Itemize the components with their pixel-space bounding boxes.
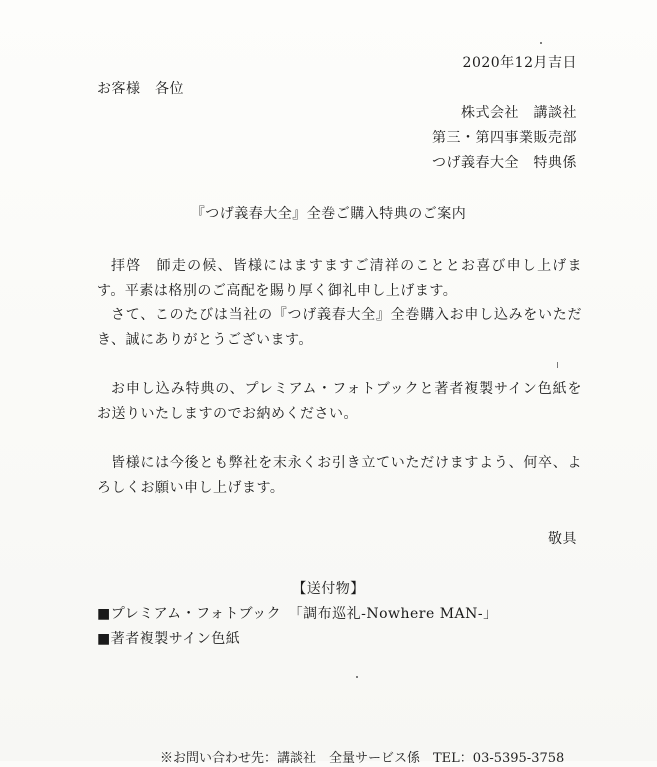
enclosure-item-signed-card: ■著者複製サイン色紙 [97, 631, 241, 647]
sender-section: つげ義春大全 特典係 [432, 155, 577, 171]
letter-recipient: お客様 各位 [97, 81, 184, 97]
enclosures-title: 【送付物】 [292, 581, 365, 597]
paper-speck [540, 42, 542, 44]
enclosure-item-photobook: ■プレミアム・フォトブック 「調布巡礼-Nowhere MAN-」 [97, 606, 498, 622]
letter-closing: 敬具 [548, 531, 577, 547]
body-paragraph-closing-wish: 皆様には今後とも弊社を末永くお引き立ていただけますよう、何卒、よろしくお願い申し上げます。 [97, 455, 582, 496]
body-paragraph-bonus: お申し込み特典の、プレミアム・フォトブックと著者複製サイン色紙をお送りいたしますのでお納めください。 [97, 381, 582, 422]
letter-date: 2020年12月吉日 [462, 55, 577, 71]
body-paragraph-greeting: 拝啓 師走の候、皆様にはますますご清祥のこととお喜び申し上げます。平素は格別のご高配を賜り厚く御礼申し上げます。 [97, 258, 582, 299]
letter-subject: 『つげ義春大全』全巻ご購入特典のご案内 [190, 206, 467, 222]
sender-department: 第三・第四事業販売部 [432, 130, 577, 146]
body-paragraph-thanks: さて、このたびは当社の『つげ義春大全』全巻購入お申し込みをいただき、誠にありがとうございます。 [97, 307, 582, 348]
paper-speck [356, 676, 358, 678]
sender-company: 株式会社 講談社 [461, 105, 577, 121]
paper-speck [557, 362, 558, 368]
contact-footer: ※お問い合わせ先：講談社 全量サービス係 TEL：03-5395-3758 [160, 751, 565, 766]
